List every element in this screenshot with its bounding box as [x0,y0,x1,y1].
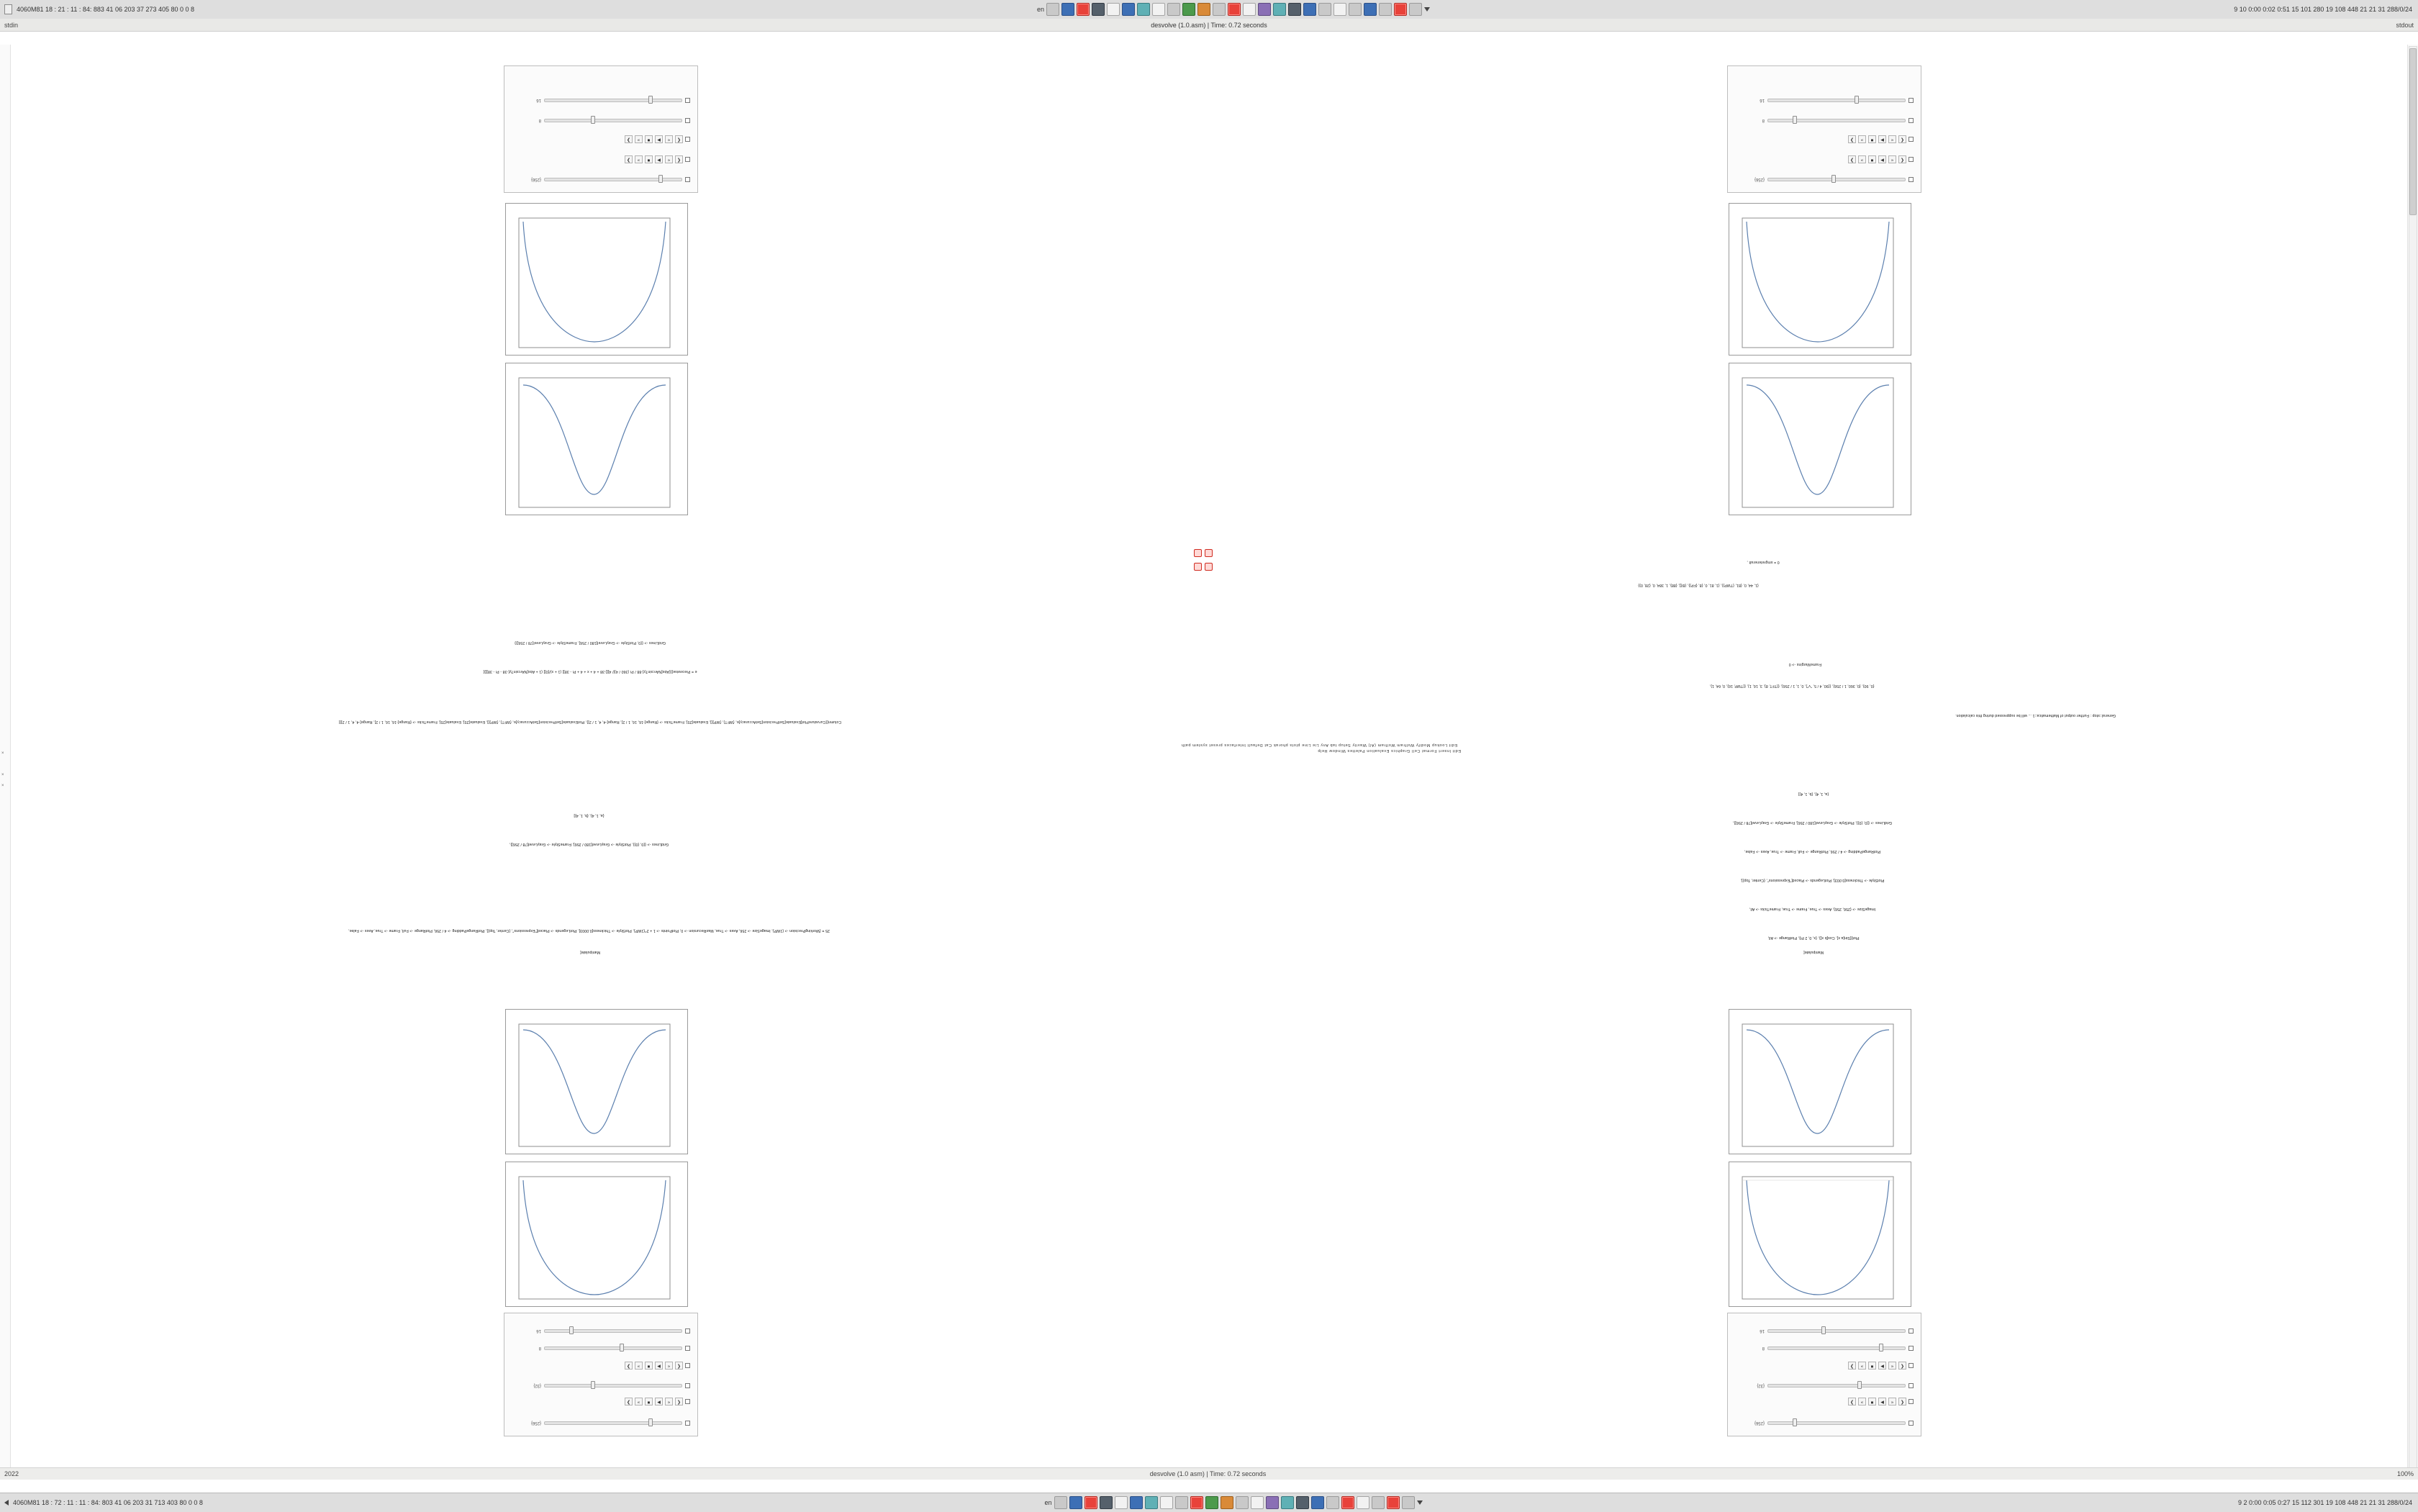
rewind-button[interactable]: « [1888,155,1896,163]
error-icon[interactable] [1205,563,1213,571]
tray-icon-calculator[interactable] [1175,1496,1188,1509]
manipulate-cell-b[interactable] [497,976,698,1436]
step-forward-button[interactable]: ❯ [1848,135,1856,143]
notebook-content[interactable] [0,32,2418,1480]
sigmoid-curve-plot[interactable] [1729,363,1911,515]
status-left: 2022 [4,1470,19,1477]
pause-button[interactable]: ■ [1868,155,1876,163]
locator-icon[interactable] [1908,98,1914,103]
slider-tft-value: 8 [538,1346,541,1351]
code-block-mid-right[interactable]: Column[{CurvaturePlot[Evaluate[SetPrecision[SetAccuracy[e, {WFT}, {WP}]], Evaluate[25], FrameTicks -> {Range[-16, 16, 1 / 2], Range[-4, 4, 1 / 2]}, PlotEvaluate[SetPrecision[SetAccuracy[e, {WFT}, {WP}]], Evaluate[25], Evaluate[25], FrameTicks -> {Range[-16, 16, 1 / 2], Range[-4, 4, 1 / 2]}] [338,720,842,724]
forward-button[interactable]: » [635,155,643,163]
code-block-bottom-left[interactable]: {1, 44, 0, {81, {TWP}}, {1, 81, 0, {8, {FP}}, {8/[], {88}, 1, 384, 0, {28, 0}} [1638,583,1759,587]
play-button[interactable]: ▶ [655,135,663,143]
tray-icon-trash[interactable] [1409,3,1422,16]
tray-icon-text-editor[interactable] [1107,3,1120,16]
step-forward-button[interactable]: ❯ [1848,1362,1856,1370]
locator-icon[interactable] [685,177,690,182]
status-center: desvolve (1.0 asm) | Time: 0.72 seconds [1149,1470,1267,1477]
dome-curve-plot[interactable] [1729,1162,1911,1307]
bottom-panel [0,1493,2418,1512]
tray-overflow-icon[interactable] [1424,7,1430,12]
tray-icon-archive[interactable] [1197,3,1210,16]
step-back-button[interactable]: ❮ [675,1398,683,1405]
tray-icon-files[interactable] [1046,3,1059,16]
code-block-mid-left[interactable]: {0, 90}, {0, 360, 1 / 256}, {{90, 4 / 5, "v"}, 0, 1, 1 / 256}, {{TFT, 8}, 3, 16, 1}, {{TWP, 16}, 0, 64, 1}, [1709,684,1875,688]
slider-a-value: {256} [530,1421,541,1426]
pause-button[interactable]: ■ [1868,1398,1876,1405]
window-title: desvolve (1.0.asm) | Time: 0.72 seconds [1151,21,1267,29]
top-panel [0,0,2418,19]
tray-icon-mail[interactable] [1145,1496,1158,1509]
sigmoid-curve-plot[interactable] [505,1009,688,1154]
code-block-top-left[interactable]: Manipulate[ [1803,950,1824,954]
forward-button[interactable]: » [635,1398,643,1405]
tray-icon-map[interactable] [1273,3,1286,16]
tray-icon-alert[interactable] [1387,1496,1400,1509]
slider-a-value: {256} [1754,177,1765,182]
locator-icon[interactable] [1908,177,1914,182]
tray-icon-video[interactable] [1303,3,1316,16]
tray-icon-settings[interactable] [1236,1496,1249,1509]
tray-icon-files[interactable] [1054,1496,1067,1509]
slider-tft[interactable] [1767,119,1906,122]
tray-icon-folder[interactable] [1069,1496,1082,1509]
tray-icon-settings[interactable] [1213,3,1226,16]
system-monitor-text: 4060M81 18 : 21 : 11 : 84: 883 41 06 203 37 273 405 80 0 0 8 [17,6,195,13]
tray-icon-chat[interactable] [1258,3,1271,16]
tray-icon-video[interactable] [1311,1496,1324,1509]
code-block-top-right-body[interactable]: 25 = {WorkingPrecision -> {1WP}, ImageSize -> 256, Axes -> True, MaxRecursion -> 0, PlotPoints -> 1 + 2^{1WP}, PlotStyle -> Thickness[0.0003], PlotLegends -> Placed["Expressions", {Center, Top}], PlotRangePadding -> 4 / 256, PlotRange -> Full, Frame -> True, Axes -> False, [348,928,832,933]
tray-icon-camera[interactable] [1318,3,1331,16]
tray-icon-mail[interactable] [1137,3,1150,16]
notebook-workarea[interactable] [0,32,2418,1480]
play-button[interactable]: ▶ [655,155,663,163]
step-back-button[interactable]: ❮ [675,155,683,163]
code-block-top-left-body4[interactable]: PlotRangePadding -> 4 / 256, PlotRange -> Full, Frame -> True, Axes -> False, [1744,849,1883,854]
tray-icon-notes[interactable] [1251,1496,1264,1509]
pause-button[interactable]: ■ [1868,1362,1876,1370]
dome-curve-plot[interactable] [505,203,688,356]
error-row-1[interactable] [317,711,2116,724]
tray-overflow-icon[interactable] [1417,1500,1423,1505]
notebook-menubar-mirror2[interactable]: Edit Lookup Modify Wolfram Wolfram (Al) Wavity Setup tab Any Lie Line plots phorak Cat Default Interfaces preset system path [1181,743,1457,747]
step-forward-button[interactable]: ❯ [625,1362,633,1370]
tray-icon-terminal[interactable] [1092,3,1105,16]
slider-twp-value: 16 [536,1328,541,1334]
error-icon[interactable] [1205,549,1213,557]
manipulate-cell-a[interactable] [1720,976,1921,1436]
play-button[interactable]: ▶ [1878,135,1886,143]
code-block-top-left-body3[interactable]: PlotStyle -> Thickness[0.003], PlotLegends -> Placed["Expressions", {Center, Top}], [1740,878,1887,882]
slider-b-value: {32} [1757,1383,1765,1388]
locator-icon[interactable] [1908,118,1914,123]
show-desktop-icon[interactable] [4,4,12,14]
bottom-system-monitor-text: 4060M81 18 : 72 : 11 : 11 : 84: 803 41 06 203 31 713 403 80 0 0 8 [13,1499,203,1506]
tray-icon-folder[interactable] [1061,3,1074,16]
panel-collapse-icon[interactable] [4,1500,9,1506]
mathematica-window [0,19,2418,1493]
code-block-top-left-body[interactable]: Plot[{Sin[a x], Cos[b x]}, {x, 0, 2 Pi}, PlotRange -> All, [1767,936,1860,940]
tray-icon-map[interactable] [1281,1496,1294,1509]
step-back-button[interactable]: ❮ [675,135,683,143]
locator-icon[interactable] [1908,1399,1914,1404]
dome-curve-plot[interactable] [1729,203,1911,356]
tray-icon-music[interactable] [1288,3,1301,16]
rewind-button[interactable]: « [665,155,673,163]
titlebar-right-label: stdout [2396,21,2414,29]
manipulate-cell-d[interactable] [497,40,698,515]
tray-icon-recorder[interactable] [1085,1496,1097,1509]
locator-icon[interactable] [685,1383,690,1388]
step-forward-button[interactable]: ❯ [1848,155,1856,163]
slider-b[interactable] [1767,1384,1906,1387]
top-panel-stats: 9 10 0:00 0:02 0:51 15 101 280 19 108 448 21 21 31 288/0/24 [2234,6,2412,13]
bottom-panel-right [2175,1499,2418,1506]
step-forward-button[interactable]: ❯ [625,155,633,163]
rewind-button[interactable]: « [1888,1362,1896,1370]
code-block-mid-right2[interactable]: e = Piecewise[{{Abs[NArcsinTy[-88 / Pi (360 / 4)]/ 4][[-38 + 4 + x + 4 + Pi - 38]] (1 + x)/[0]] (1 + Abs[NArcsinTy[-38 - Pi - 38]]}] [483,669,697,674]
tray-icon-player[interactable] [1205,1496,1218,1509]
step-back-button[interactable]: ❮ [675,1362,683,1370]
locator-icon[interactable] [1908,1363,1914,1368]
play-button[interactable]: ▶ [1878,1362,1886,1370]
tray-icon-clock[interactable] [1333,3,1346,16]
slider-a[interactable] [1767,1421,1906,1425]
slider-tft[interactable] [544,1346,682,1350]
code-block-mid-right3[interactable]: GridLines -> {{0, PlotStyle -> GrayLevel[180 / 256], FrameStyle -> GrayLevel[78 / 256]}} [515,640,666,645]
status-right: 100% [2396,1470,2414,1477]
top-panel-right [2175,6,2418,13]
step-forward-button[interactable]: ❯ [1848,1398,1856,1405]
code-block-top-right-body3[interactable]: {a, 1, 4}, {b, 1, 4}] [574,813,607,818]
locator-icon[interactable] [685,1363,690,1368]
forward-button[interactable]: » [1858,155,1866,163]
tray-icon-trash[interactable] [1402,1496,1415,1509]
slider-a-value: {256} [1754,1421,1765,1426]
tray-icon-text-editor[interactable] [1115,1496,1128,1509]
tray-icon-disk[interactable] [1349,3,1362,16]
play-button[interactable]: ▶ [1878,155,1886,163]
pause-button[interactable]: ■ [645,135,653,143]
error-badge-2[interactable] [1194,561,1213,574]
slider-a[interactable] [1767,178,1906,181]
tray-icon-mathematica[interactable] [1190,1496,1203,1509]
locator-icon[interactable] [1908,1346,1914,1351]
tray-icon-browser[interactable] [1130,1496,1143,1509]
step-back-button[interactable]: ❮ [1898,1362,1906,1370]
bottom-panel-stats: 9 2 0:00 0:05 0:27 15 112 301 19 108 448 21 21 31 288/0/24 [2237,1499,2412,1506]
play-button[interactable]: ▶ [1878,1398,1886,1405]
slider-twp[interactable] [1767,99,1906,102]
tray-icon-mathematica[interactable] [1228,3,1241,16]
tray-icon-calculator[interactable] [1167,3,1180,16]
tray-icon-notes[interactable] [1243,3,1256,16]
slider-twp-value: 16 [1760,1328,1765,1334]
slider-tft-value: 8 [1762,118,1765,123]
notebook-menubar-mirror[interactable]: Edit Insert Format Cell Graphics Evaluation Palettes Window Help [1317,748,1461,753]
tray-icon-network[interactable] [1364,3,1377,16]
manipulate-controls-d[interactable] [504,65,698,193]
error-icon[interactable] [1194,563,1202,571]
pause-button[interactable]: ■ [645,1362,653,1370]
locator-icon[interactable] [1908,157,1914,162]
tray-icon-player[interactable] [1182,3,1195,16]
error-icon[interactable] [1194,549,1202,557]
tray-icon-clock[interactable] [1357,1496,1369,1509]
locator-icon[interactable] [685,1346,690,1351]
manipulate-controls-a[interactable] [1727,1313,1921,1436]
locator-icon[interactable] [685,1399,690,1404]
gutter-marker-1[interactable]: × [1,751,4,756]
tray-icon-archive[interactable] [1221,1496,1233,1509]
tray-locale-label[interactable]: en [1036,6,1044,13]
slider-tft-value: 8 [538,118,541,123]
bottom-panel-tray [292,1496,2175,1509]
top-panel-left [0,4,292,14]
step-forward-button[interactable]: ❯ [625,1398,633,1405]
pause-button[interactable]: ■ [645,155,653,163]
slider-twp-value: 16 [1760,98,1765,103]
manipulate-controls-c[interactable] [1727,65,1921,193]
tray-icon-music[interactable] [1296,1496,1309,1509]
play-button[interactable]: ▶ [655,1362,663,1370]
rewind-button[interactable]: « [665,1362,673,1370]
slider-twp[interactable] [544,1329,682,1333]
play-button[interactable]: ▶ [655,1398,663,1405]
locator-icon[interactable] [685,98,690,103]
tray-icon-help[interactable] [1341,1496,1354,1509]
tray-locale-label-bottom[interactable]: en [1044,1499,1052,1506]
slider-tft[interactable] [1767,1346,1906,1350]
locator-icon[interactable] [1908,1383,1914,1388]
tray-icon-image-viewer[interactable] [1160,1496,1173,1509]
window-statusbar [0,1467,2418,1480]
dome-curve-plot[interactable] [505,1162,688,1307]
slider-a[interactable] [544,178,682,181]
tray-icon-help[interactable] [1394,3,1407,16]
gutter-marker-2[interactable]: × [1,773,4,777]
pause-button[interactable]: ■ [645,1398,653,1405]
slider-tft[interactable] [544,119,682,122]
locator-icon[interactable] [685,1421,690,1426]
error-badge-1[interactable] [1194,547,1213,560]
locator-icon[interactable] [685,1328,690,1334]
forward-button[interactable]: » [1858,1398,1866,1405]
gutter-marker-3[interactable]: × [1,784,4,788]
code-block-mid-left2[interactable]: FrameMargins -> 0 [1788,662,1824,666]
titlebar-left-label: stdin [4,21,19,29]
rewind-button[interactable]: « [1888,1398,1896,1405]
slider-tft-value: 8 [1762,1346,1765,1351]
top-panel-tray [292,3,2175,16]
code-block-top-left-body5[interactable]: GridLines -> {{0, {0}}, PlotStyle -> GrayLevel[180 / 256], FrameStyle -> GrayLevel[78 / 256]}, [1732,820,1895,825]
locator-icon[interactable] [685,118,690,123]
slider-a[interactable] [544,1421,682,1425]
slider-a-value: {256} [530,177,541,182]
slider-twp-value: 16 [536,98,541,103]
slider-b[interactable] [544,1384,682,1387]
slider-twp[interactable] [544,99,682,102]
forward-button[interactable]: » [1858,1362,1866,1370]
tray-icon-image-viewer[interactable] [1152,3,1165,16]
locator-icon[interactable] [685,157,690,162]
code-block-top-right-body2[interactable]: GridLines -> {{0, {0}}, PlotStyle -> GrayLevel[180 / 256], FrameStyle -> GrayLevel[78 / 256]}, [509,842,671,846]
window-titlebar [0,19,2418,32]
slider-twp[interactable] [1767,1329,1906,1333]
forward-button[interactable]: » [1858,135,1866,143]
rewind-button[interactable]: « [665,1398,673,1405]
locator-icon[interactable] [1908,1421,1914,1426]
code-block-top-left-body2[interactable]: ImageSize -> {256, 256}, Axes -> True, Frame -> True, FrameTicks -> All, [1749,907,1878,911]
tray-icon-browser[interactable] [1122,3,1135,16]
slider-b-value: {32} [533,1383,541,1388]
step-back-button[interactable]: ❮ [1898,1398,1906,1405]
step-back-button[interactable]: ❮ [1898,155,1906,163]
step-forward-button[interactable]: ❯ [625,135,633,143]
code-block-top-left-body6[interactable]: {a, 1, 4}, {b, 1, 4}] [1798,792,1829,796]
rewind-button[interactable]: « [665,135,673,143]
locator-icon[interactable] [685,137,690,142]
error-row-1-text: General::stop : Further output of Mathematica::1 ... will be suppressed during this calculation. [1955,713,2116,717]
code-block-bottom-left2[interactable]: 0 = smgreteneralt , [1747,560,1780,564]
pause-button[interactable]: ■ [1868,135,1876,143]
step-back-button[interactable]: ❮ [1898,135,1906,143]
manipulate-cell-c[interactable] [1720,40,1921,515]
sigmoid-curve-plot[interactable] [1729,1009,1911,1154]
locator-icon[interactable] [1908,1328,1914,1334]
sigmoid-curve-plot[interactable] [505,363,688,515]
tray-icon-chat[interactable] [1266,1496,1279,1509]
forward-button[interactable]: » [635,135,643,143]
code-block-top-right[interactable]: Manipulate[ [580,950,600,954]
rewind-button[interactable]: « [1888,135,1896,143]
tray-icon-printer[interactable] [1379,3,1392,16]
tray-icon-terminal[interactable] [1100,1496,1113,1509]
tray-icon-recorder[interactable] [1077,3,1090,16]
forward-button[interactable]: » [635,1362,643,1370]
manipulate-controls-b[interactable] [504,1313,698,1436]
bottom-panel-left [0,1499,292,1506]
locator-icon[interactable] [1908,137,1914,142]
tray-icon-disk[interactable] [1372,1496,1385,1509]
tray-icon-camera[interactable] [1326,1496,1339,1509]
